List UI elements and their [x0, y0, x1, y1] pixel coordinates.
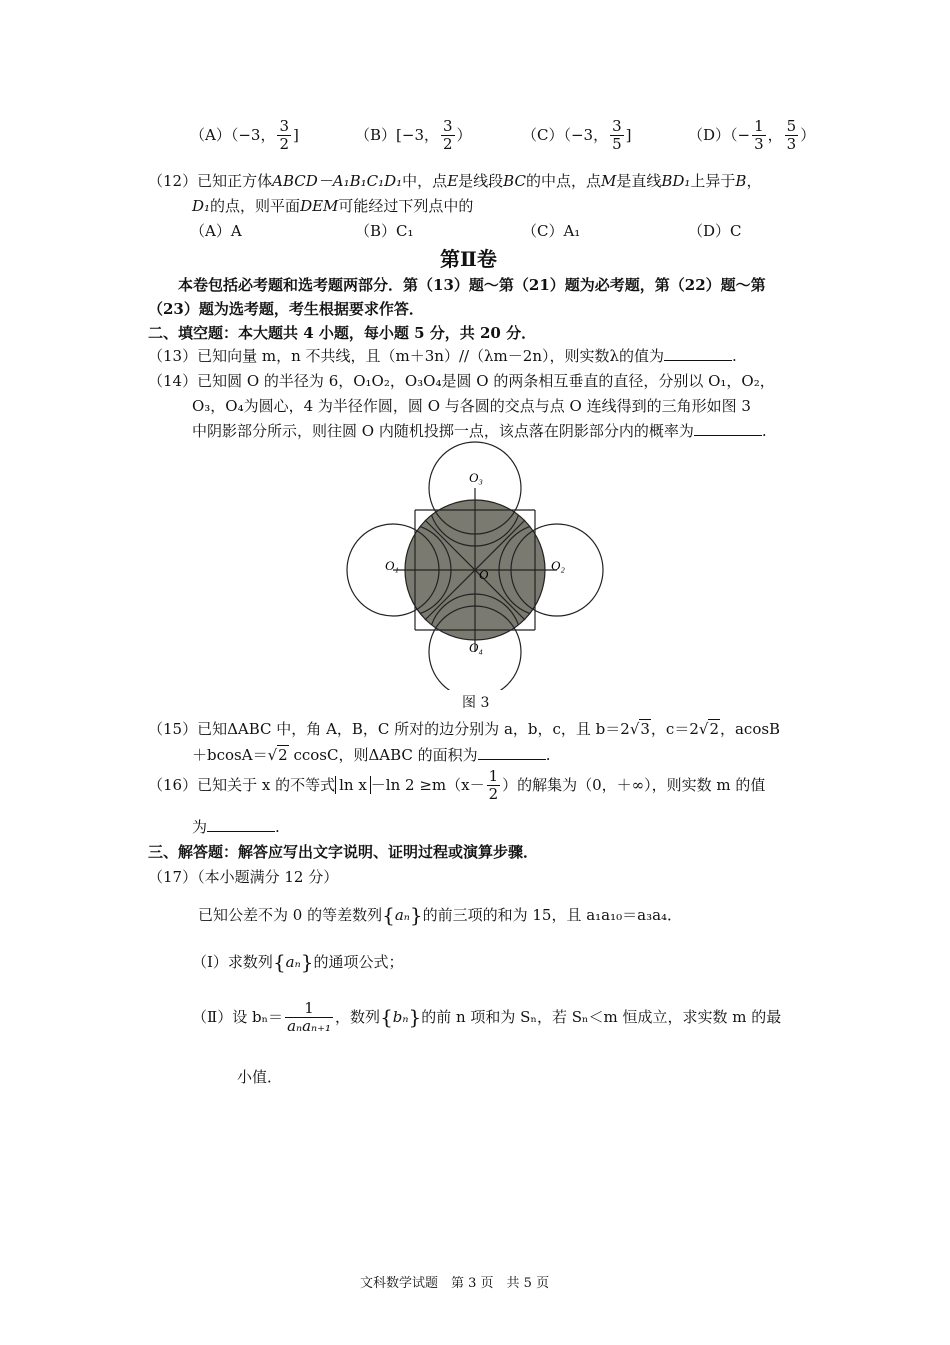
q12-text: 中，点	[402, 172, 448, 190]
q17-text: 已知公差不为 0 的等差数列	[198, 906, 383, 924]
option-d-fraction-1	[752, 118, 766, 154]
frac-num: 1	[488, 767, 499, 785]
option-b-fraction	[441, 118, 455, 154]
frac-num: 1	[754, 117, 764, 135]
q12-option-b: （B）C₁	[355, 222, 414, 240]
section-title: 第Ⅱ卷	[440, 247, 497, 271]
q15-text: ，acosB	[719, 720, 781, 738]
q17-text: （Ⅱ）设 bₙ＝	[192, 1007, 284, 1026]
sqrt-2: √2	[698, 720, 719, 738]
option-b-tail: ）	[456, 125, 472, 144]
q14-line1	[148, 370, 775, 391]
q12-dem: DEM	[300, 197, 339, 215]
fill-heading: 二、填空题：本大题共 4 小题，每小题 5 分，共 20 分．	[148, 324, 537, 342]
section-intro-line1: 本卷包括必考题和选考题两部分．第（13）题～第（21）题为必考题，第（22）题～第	[178, 276, 766, 294]
q17-text: 的前三项的和为 15，且 a₁a₁₀＝a₃a₄．	[422, 906, 683, 924]
brace-right: }	[408, 1004, 422, 1029]
q15-text: ，c＝2	[650, 720, 699, 738]
q17-stem	[198, 903, 682, 927]
figure-3	[345, 440, 605, 690]
option-b-label: （B）[−3，	[355, 125, 439, 144]
q15-line1	[148, 718, 780, 739]
q17-part1	[192, 950, 403, 974]
seq-a: aₙ	[285, 953, 301, 971]
radicand: 2	[709, 720, 719, 738]
option-d-sep: ，	[767, 125, 783, 144]
option-a-fraction	[277, 118, 291, 154]
frac-den: 2	[488, 785, 499, 804]
section-intro-line2: （23）题为选考题，考生根据要求作答．	[148, 300, 424, 318]
q12-d1: D₁	[192, 197, 211, 215]
q15-number: （15）	[148, 720, 198, 738]
q16-text: －ln 2 ≥m（x－	[370, 775, 485, 794]
q16-number: （16）	[148, 775, 198, 794]
sqrt-2b: √2	[267, 746, 288, 764]
frac-num: 5	[786, 117, 797, 135]
radicand: 2	[278, 746, 288, 764]
q17-text: 的前 n 项和为 Sₙ，若 Sₙ＜m 恒成立，求实数 m 的最	[421, 1007, 782, 1026]
answer-blank	[664, 346, 732, 361]
frac-den: 3	[754, 135, 764, 154]
q15-end: .	[545, 746, 551, 764]
q12-text: 已知正方体	[197, 172, 273, 190]
frac-num: 3	[443, 117, 453, 135]
frac-num: 3	[279, 117, 289, 135]
option-c-label: （C）（−3，	[522, 125, 609, 144]
label-o1: O₁	[385, 558, 399, 573]
q11-option-d	[688, 118, 815, 154]
frac-den: 2	[279, 135, 289, 154]
q14-line2: O₃，O₄为圆心，4 为半径作圆，圆 O 与各圆的交点与点 O 连线得到的三角形如图 3	[192, 397, 751, 415]
q15-line2	[192, 744, 550, 765]
page-footer: 文科数学试题 第 3 页 共 5 页	[360, 1276, 550, 1291]
sqrt-3: √3	[629, 720, 650, 738]
q12-bd1: BD₁	[661, 172, 691, 190]
label-o: O	[479, 567, 489, 582]
section3-heading: 三、解答题：解答应写出文字说明、证明过程或演算步骤．	[148, 843, 539, 861]
option-d-label: （D）（−	[688, 125, 751, 144]
q17-score: （本小题满分 12 分）	[197, 868, 339, 886]
brace-left: {	[380, 1004, 393, 1029]
q12-text: 是线段	[458, 172, 504, 190]
q12-b: B	[735, 172, 747, 190]
seq-b: bₙ	[392, 1007, 409, 1026]
q12-cube: ABCD－A₁B₁C₁D₁	[272, 172, 403, 190]
q13	[148, 345, 737, 366]
option-a-tail: ]	[293, 125, 299, 144]
abs-value: ln x	[335, 776, 371, 794]
q14-number: （14）	[148, 372, 198, 390]
q11-option-c	[522, 118, 632, 154]
option-d-tail: ）	[800, 125, 816, 144]
frac-num: 1	[285, 1000, 333, 1018]
q16-text: 已知关于 x 的不等式	[197, 775, 336, 794]
q11-option-a	[190, 118, 299, 154]
q12-e: E	[447, 172, 459, 190]
q12-line1: （12）已知正方体ABCD－A₁B₁C₁D₁中，点E是线段BC的中点，点M是直线BD₁上异于B，	[148, 172, 762, 190]
q13-end: .	[732, 347, 737, 365]
q12-text: 是直线	[616, 172, 662, 190]
q17-part2	[192, 1000, 781, 1036]
q16-fraction	[487, 768, 501, 804]
q13-text: 已知向量 m，n 不共线，且（m＋3n）//（λm－2n），则实数λ的值为	[197, 347, 664, 365]
q12-option-a: （A）A	[190, 222, 242, 240]
q12-text: 上异于	[690, 172, 736, 190]
radicand: 3	[640, 720, 650, 738]
frac-num: 3	[612, 117, 622, 135]
option-c-fraction	[610, 118, 624, 154]
q12-m: M	[600, 172, 617, 190]
answer-blank	[478, 745, 546, 760]
q12-text: 可能经过下列点中的	[338, 197, 474, 215]
q12-text: 的中点，点	[525, 172, 601, 190]
q16-text: ）的解集为（0，＋∞），则实数 m 的值	[502, 775, 766, 794]
q12-line2	[192, 195, 473, 216]
option-d-fraction-2	[785, 118, 799, 154]
frac-den: 3	[786, 135, 797, 154]
q11-option-b	[355, 118, 472, 154]
seq-a: aₙ	[394, 906, 410, 924]
q17-text: ，数列	[335, 1007, 381, 1026]
q12-number: （12）	[148, 172, 198, 190]
label-o2: O₂	[551, 558, 565, 573]
label-o3: O₃	[469, 470, 483, 485]
q17-header	[148, 866, 338, 887]
q12-bc: BC	[503, 172, 526, 190]
option-c-tail: ]	[625, 125, 632, 144]
answer-blank	[207, 817, 275, 832]
q15-text: ＋bcosA＝	[192, 746, 268, 764]
q14-line3	[192, 420, 767, 441]
answer-blank	[694, 421, 762, 436]
q16-text: 为	[192, 818, 208, 836]
q12-option-c: （C）A₁	[522, 222, 581, 240]
q12-option-d: （D）C	[688, 222, 742, 240]
figure-caption: 图 3	[462, 695, 490, 711]
q16-line2	[192, 816, 280, 837]
q17-part2-line2: 小值．	[237, 1068, 283, 1086]
q17-text: 的通项公式；	[313, 953, 404, 971]
brace-right: }	[409, 903, 423, 927]
q14-text: 已知圆 O 的半径为 6，O₁O₂，O₃O₄是圆 O 的两条相互垂直的直径，分别以 O₁，O₂，	[197, 372, 775, 390]
option-a-label: （A）（−3，	[190, 125, 276, 144]
q12-text: 的点，则平面	[210, 197, 301, 215]
q17-fraction	[285, 1000, 333, 1036]
brace-left: {	[272, 950, 286, 974]
q17-number: （17）	[148, 868, 198, 886]
brace-left: {	[382, 903, 395, 927]
q16-line1	[148, 768, 765, 804]
brace-right: }	[300, 950, 314, 974]
frac-den: 2	[443, 135, 453, 154]
frac-den: aₙaₙ₊₁	[287, 1017, 332, 1036]
label-o4: O₄	[469, 640, 483, 655]
q15-text: ccosC，则ΔABC 的面积为	[288, 746, 478, 764]
q17-text: （Ⅰ）求数列	[192, 953, 273, 971]
q16-end: .	[275, 818, 280, 836]
q13-number: （13）	[148, 347, 198, 365]
q14-text: 中阴影部分所示，则往圆 O 内随机投掷一点，该点落在阴影部分内的概率为	[192, 422, 694, 440]
q15-text: 已知ΔABC 中，角 A，B，C 所对的边分别为 a，b，c，且 b＝2	[197, 720, 630, 738]
q14-end: .	[761, 422, 767, 440]
frac-den: 5	[612, 135, 622, 154]
